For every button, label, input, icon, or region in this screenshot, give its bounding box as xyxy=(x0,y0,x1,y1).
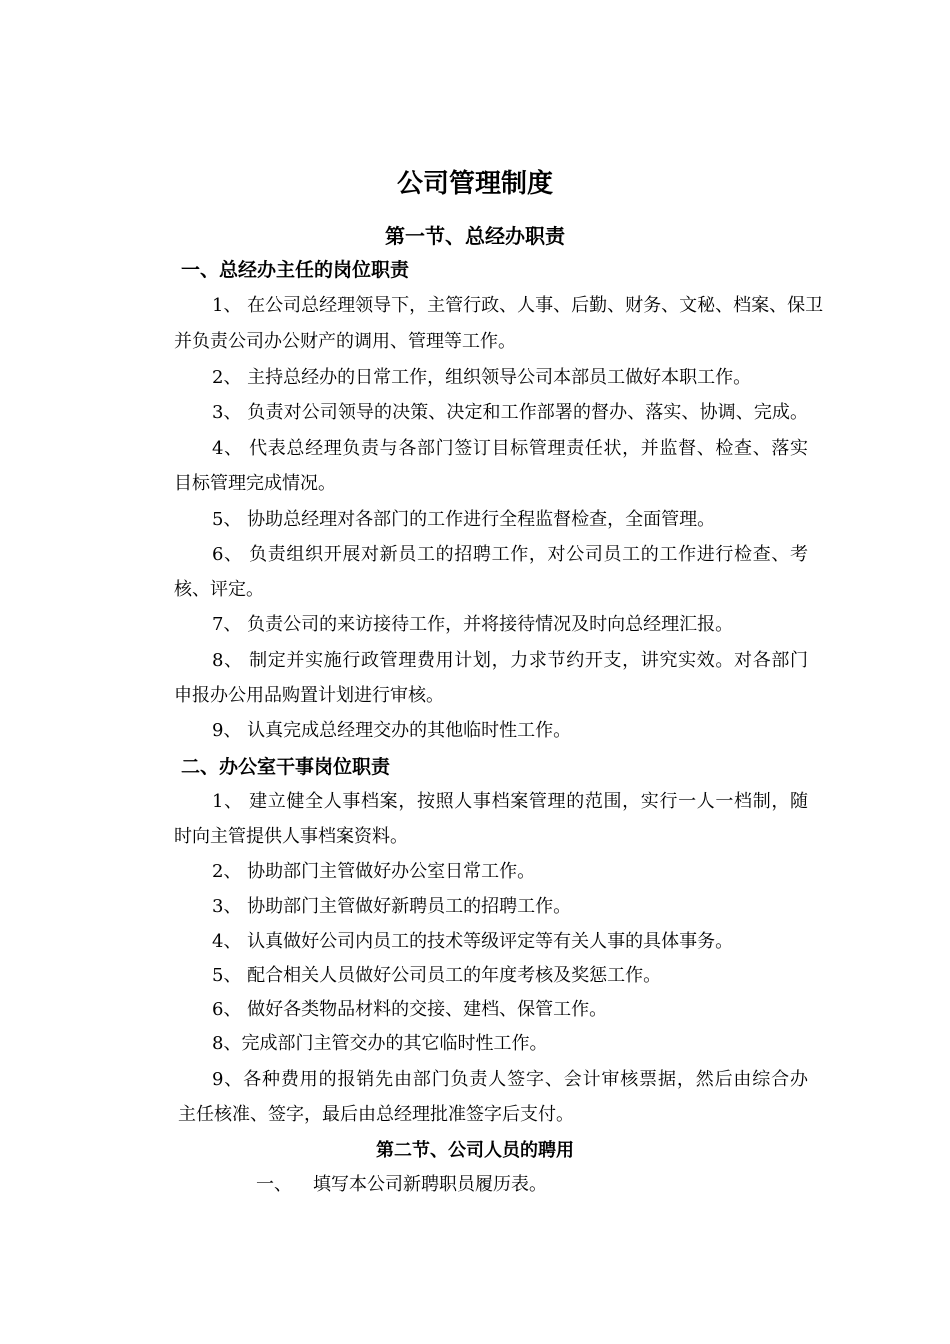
paragraph-line: 6、 负责组织开展对新员工的招聘工作，对公司员工的工作进行检查、考 xyxy=(212,544,808,565)
paragraph-line: 3、 负责对公司领导的决策、决定和工作部署的督办、落实、协调、完成。 xyxy=(212,402,808,423)
paragraph-line: 1、 建立健全人事档案，按照人事档案管理的范围，实行一人一档制，随 xyxy=(212,791,808,812)
paragraph-line: 主任核准、签字，最后由总经理批准签字后支付。 xyxy=(178,1104,574,1125)
paragraph-line: 6、 做好各类物品材料的交接、建档、保管工作。 xyxy=(212,999,608,1020)
paragraph-line: 2、 主持总经办的日常工作，组织领导公司本部员工做好本职工作。 xyxy=(212,367,752,388)
paragraph-line: 8、 制定并实施行政管理费用计划，力求节约开支，讲究实效。对各部门 xyxy=(212,650,808,671)
paragraph-line: 3、 协助部门主管做好新聘员工的招聘工作。 xyxy=(212,896,572,917)
paragraph-line: 9、各种费用的报销先由部门负责人签字、会计审核票据，然后由综合办 xyxy=(212,1069,808,1090)
paragraph-line: 时向主管提供人事档案资料。 xyxy=(174,826,408,847)
paragraph-line: 2、 协助部门主管做好办公室日常工作。 xyxy=(212,861,536,882)
subsection-heading: 二、办公室干事岗位职责 xyxy=(181,756,391,778)
paragraph-line: 5、 配合相关人员做好公司员工的年度考核及奖惩工作。 xyxy=(212,965,662,986)
paragraph-line: 4、 认真做好公司内员工的技术等级评定等有关人事的具体事务。 xyxy=(212,931,734,952)
paragraph-line: 7、 负责公司的来访接待工作，并将接待情况及时向总经理汇报。 xyxy=(212,614,734,635)
paragraph-line: 8、完成部门主管交办的其它临时性工作。 xyxy=(212,1033,548,1054)
paragraph-line: 4、 代表总经理负责与各部门签订目标管理责任状，并监督、检查、落实 xyxy=(212,438,808,459)
list-item-text: 填写本公司新聘职员履历表。 xyxy=(313,1174,547,1195)
section-heading: 第二节、公司人员的聘用 xyxy=(376,1140,574,1161)
paragraph-line: 核、评定。 xyxy=(174,579,264,600)
section-heading: 第一节、总经办职责 xyxy=(385,224,565,248)
paragraph-line: 申报办公用品购置计划进行审核。 xyxy=(174,685,444,706)
subsection-heading: 一、总经办主任的岗位职责 xyxy=(181,259,410,281)
paragraph-line: 目标管理完成情况。 xyxy=(174,473,336,494)
paragraph-line: 1、 在公司总经理领导下，主管行政、人事、后勤、财务、文秘、档案、保卫 xyxy=(212,295,824,316)
paragraph-line: 5、 协助总经理对各部门的工作进行全程监督检查，全面管理。 xyxy=(212,509,716,530)
paragraph-line: 并负责公司办公财产的调用、管理等工作。 xyxy=(174,331,516,352)
list-item-number: 一、 xyxy=(256,1174,292,1195)
document-title: 公司管理制度 xyxy=(396,169,553,199)
paragraph-line: 9、 认真完成总经理交办的其他临时性工作。 xyxy=(212,720,572,741)
